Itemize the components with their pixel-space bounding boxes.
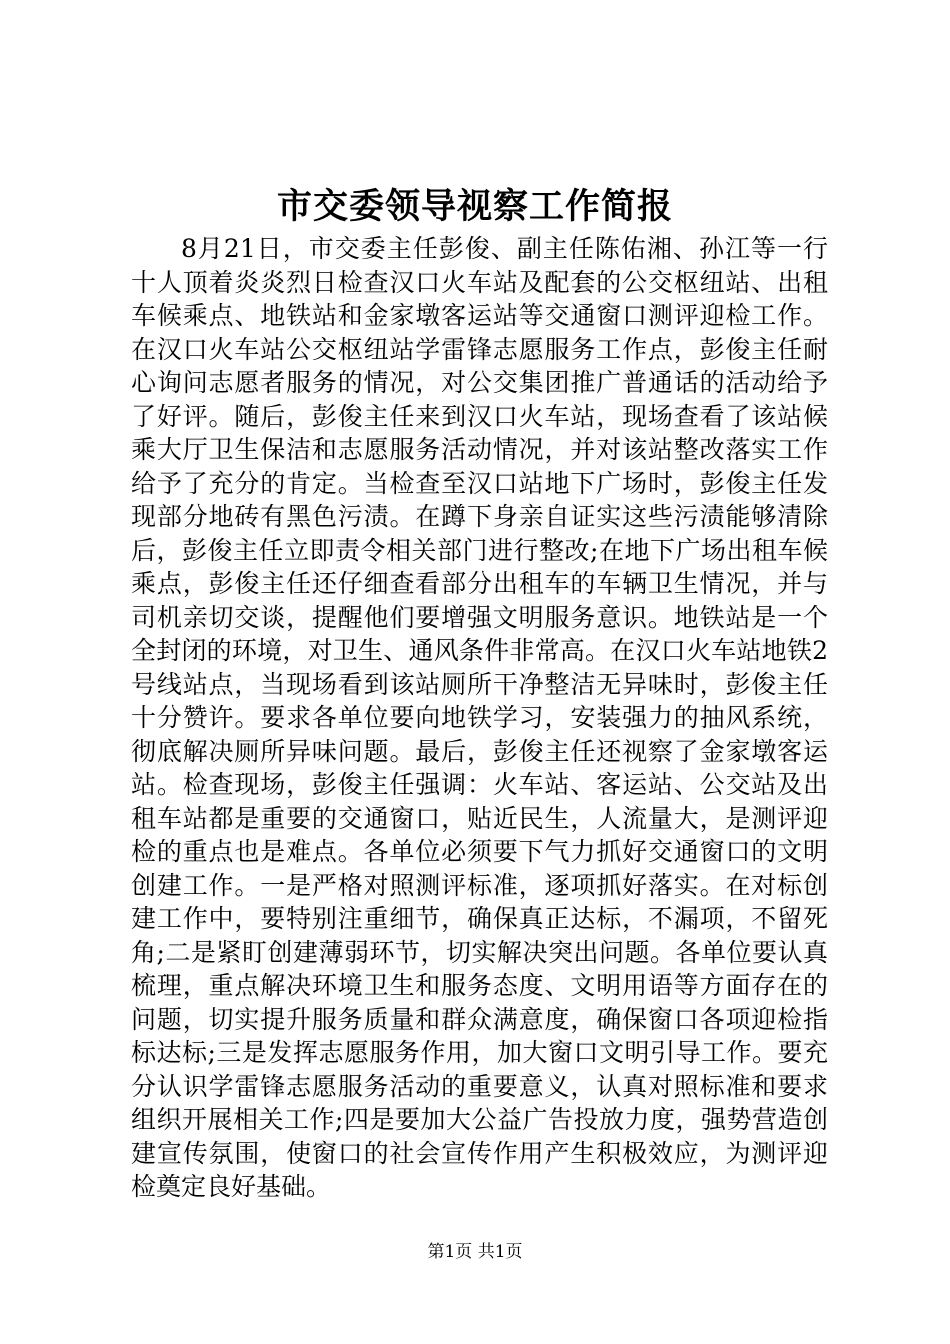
document-title: 市交委领导视察工作简报 (276, 186, 673, 227)
page-footer: 第1页 共1页 (427, 1242, 523, 1262)
body-paragraph: 8月21日，市交委主任彭俊、副主任陈佑湘、孙江等一行十人顶着炎炎烈日检查汉口火车站及配套的公交枢纽站、出租车候乘点、地铁站和金家墩客运站等交通窗口测评迎检工作。在汉口火车站公交枢纽站学雷锋志愿服务工作点，彭俊主任耐心询问志愿者服务的情况，对公交集团推广普通话的活动给予了好评。随后，彭俊主任来到汉口火车站，现场查看了该站候乘大厅卫生保洁和志愿服务活动情况，并对该站整改落实工作给予了充分的肯定。当检查至汉口站地下广场时，彭俊主任发现部分地砖有黑色污渍。在蹲下身亲自证实这些污渍能够清除后，彭俊主任立即责令相关部门进行整改;在地下广场出租车候乘点，彭俊主任还仔细查看部分出租车的车辆卫生情况，并与司机亲切交谈，提醒他们要增强文明服务意识。地铁站是一个全封闭的环境，对卫生、通风条件非常高。在汉口火车站地铁2号线站点，当现场看到该站厕所干净整洁无异味时，彭俊主任十分赞许。要求各单位要向地铁学习，安装强力的抽风系统，彻底解决厕所异味问题。最后，彭俊主任还视察了金家墩客运站。检查现场，彭俊主任强调：火车站、客运站、公交站及出租车站都是重要的交通窗口，贴近民生，人流量大，是测评迎检的重点也是难点。各单位必须要下气力抓好交通窗口的文明创建工作。一是严格对照测评标准，逐项抓好落实。在对标创建工作中，要特别注重细节，确保真正达标，不漏项，不留死角;二是紧盯创建薄弱环节，切实解决突出问题。各单位要认真梳理，重点解决环境卫生和服务态度、文明用语等方面存在的问题，切实提升服务质量和群众满意度，确保窗口各项迎检指标达标;三是发挥志愿服务作用，加大窗口文明引导工作。要充分认识学雷锋志愿服务活动的重要意义，认真对照标准和要求组织开展相关工作;四是要加大公益广告投放力度，强势营造创建宣传氛围，使窗口的社会宣传作用产生积极效应，为测评迎检奠定良好基础。 (131, 234, 828, 1201)
